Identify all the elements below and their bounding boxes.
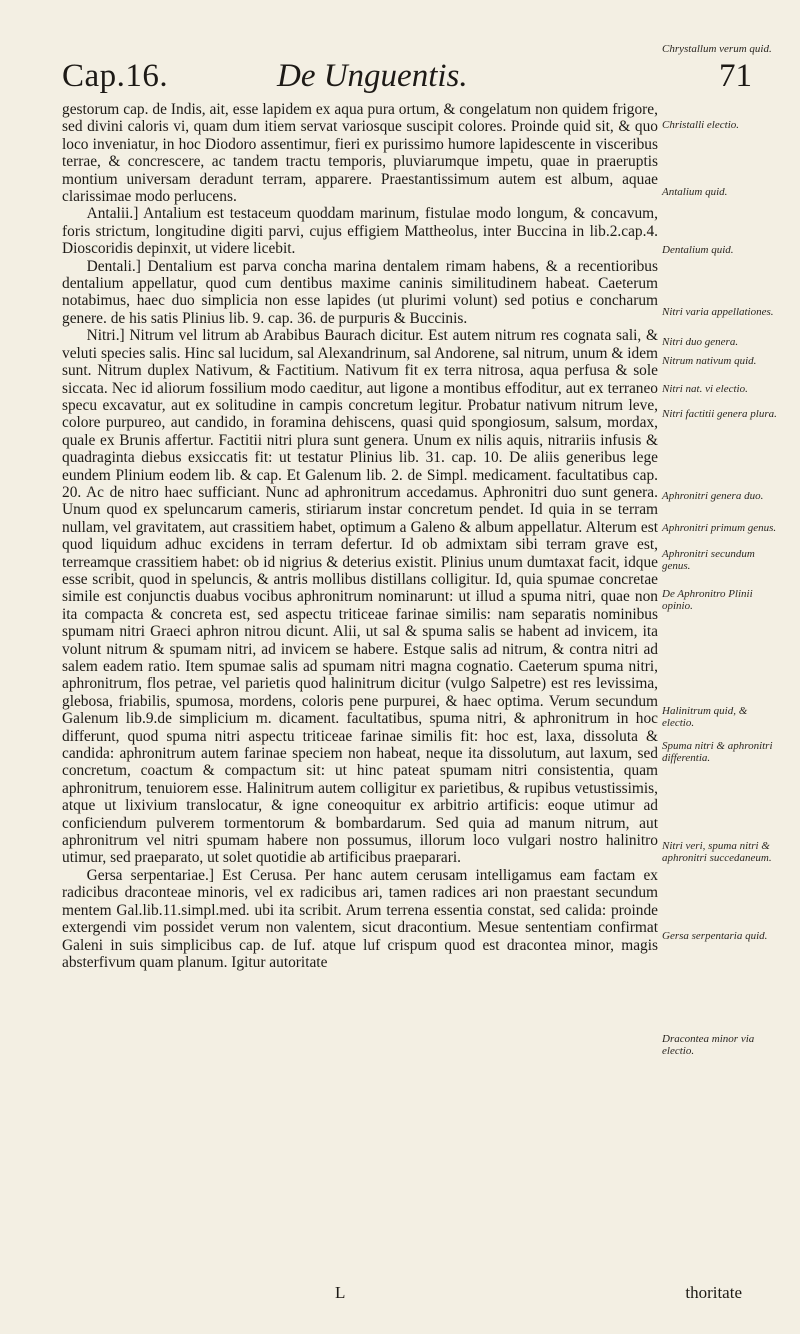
margin-note: Gersa serpentaria quid. — [662, 930, 768, 942]
margin-note: Nitri veri, spuma nitri & aphronitri succedaneum. — [662, 840, 772, 864]
paragraph-gersa: Gersa serpentariae.] Est Cerusa. Per hanc autem cerusam intelligamus eam factam ex radicibus draconteae minoris, vel ex radicibus ari, tamen radices ari non praestant secundum mentem Gal.lib.11.simpl.med. ubi ita scribit. Arum terrena essentia constat, sed calida: proinde extergendi vim possidet verum non valentem, sicut dracontium. Mesue sententiam confirmat Galeni in suis simplicibus cap. de Iuf. atque luf crispum quod est dracontea minor, magis absterfivum quam planum. Igitur autoritate — [62, 866, 658, 971]
margin-note: Nitri nat. vi electio. — [662, 383, 748, 395]
chapter-label: Cap.16. — [62, 58, 169, 94]
margin-note: Antalium quid. — [662, 186, 728, 198]
margin-note: Nitri varia appellationes. — [662, 306, 774, 318]
main-text-column — [62, 101, 658, 971]
margin-note: De Aphronitro Plinii opinio. — [662, 588, 753, 612]
paragraph-nitrum: Nitri.] Nitrum vel litrum ab Arabibus Baurach dicitur. Est autem nitrum res cognata sali, & veluti species salis. Hinc sal lucidum, sal Alexandrinum, sal Andorene, sal nitrum, unum & idem sunt. Nitrum duplex Nativum, & Factitium. Nativum fit ex terra nitrosa, aqua perfusa & sole siccata. Nec id aliorum fossilium modo caeditur, aut ligone a montibus effoditur, aut ex terraneo specu excavatur, aut ex solitudine in campis concretum legitur. Probatur nativum nitrum leve, colore purpureo, aut candido, in foramina dehiscens, quasi quid spongiosum, salsum, mordax, quale ex Brunis affertur. Factitii nitri plura sunt genera. Unum ex nilis aquis, nitrariis infusis & quadraginta diebus exsiccatis fit: ut testatur Plinius lib. 31. cap. 10. De aliis generibus lege eundem Plinium eodem lib. & cap. Et Galenum lib. 2. de Simpl. medicament. facultatibus cap. 20. Ac de nitro haec sufficiant. Nunc ad aphronitrum accedamus. Aphronitri duo sunt genera. Unum quod ex speluncarum cameris, stiriarum instar concretum pendet. Id quia in se terram nullam, vel gravitatem, aut crassitiem habet, optimum a Galeno & album appellatur. Alterum est quod liquidum adhuc excidens in terram defertur. Id ob admixtam sibi terram grave est, terreamque crassitiem habet: ob id nigrius & deterius existit. Plinius unum dumtaxat facit, idque esse scribit, quod in speluncis, & antris mollibus distillans colligitur. Id, quia spumae concretae simile est conjunctis duabus vocibus aphronitrum nominarunt: ut illud a spuma nitri, quae non ita compacta & concreta est, sed aspectu triticeae farinae similis: nam separatis nominibus spumam nitri Graeci aphron nitrou dicunt. Alii, ut sal & spuma salis se habent ad invicem, ita volunt nitrum & spumam nitri, ad invicem se habere. Estque salis ad nitrum, & contra nitri ad salem eadem ratio. Item spumae salis ad spumam nitri magna cognatio. Caeterum spuma nitri, aphronitrum, flos petrae, vel parietis quod halinitrum dicitur (vulgo Salpetre) est res levissima, glebosa, friabilis, spumosa, mordens, coloris pene purpurei, & haec optima. Verum secundum Galenum lib.9.de simplicium m. dicament. facultatibus, spuma nitri, & aphronitrum in hoc differunt, quod spuma nitri aspectu triticeae farinae similis fit: hoc est, laxa, dissoluta & candida: aphronitrum autem farinae speciem non habeat, neque ita dissolutum, aut laxum, sed concretum, coactum & compactum sit: ut hinc pateat spumam nitri consistentia, quam aphronitrum, tenuiorem esse. Halinitrum autem colligitur ex parietibus, & rupibus vetustissimis, atque ut lixivium translocatur, & igne coneoquitur ex arbitrio artificis: eoque utimur ad conficiendum pulverem tormentorum & bombardarum. Sed quia ad manum nitrum, aut aphronitrum vel nitri spumam habere non possumus, illorum loco vulgari nostro halinitro utimur, sed praeparato, ut solet quotidie ab artificibus praeparari. — [62, 327, 658, 867]
signature-mark: L — [335, 1283, 346, 1302]
margin-note: Spuma nitri & aphronitri differentia. — [662, 740, 773, 764]
running-title: De Unguentis. — [277, 58, 468, 94]
margin-note: Aphronitri primum genus. — [662, 522, 777, 534]
margin-note: Christalli electio. — [662, 119, 739, 131]
margin-note: Nitri factitii genera plura. — [662, 408, 777, 420]
margin-note: Dentalium quid. — [662, 244, 734, 256]
page-footer — [62, 1283, 762, 1303]
margin-note: Aphronitri secundum genus. — [662, 548, 755, 572]
catchword: thoritate — [685, 1283, 742, 1302]
margin-note: Aphronitri genera duo. — [662, 490, 764, 502]
margin-note: Dracontea minor via electio. — [662, 1033, 755, 1057]
margin-note: Halinitrum quid, & electio. — [662, 705, 748, 729]
margin-note: Chrystallum verum quid. — [662, 43, 772, 55]
margin-note: Nitrum nativum quid. — [662, 355, 757, 367]
paragraph-dentalium: Dentali.] Dentalium est parva concha marina dentalem rimam habens, & a recentioribus dentalium appellatur, quod cum dentibus maxime caninis similitudinem habeat. Caeterum notabimus, haec duo simplicia non esse lapides (ut plurimi volunt) sed potius e concharum genere. de his satis Plinius lib. 9. cap. 36. de purpuris & Buccinis. — [62, 257, 658, 327]
page-number: 71 — [719, 58, 752, 94]
page-header — [62, 58, 762, 102]
paragraph-antalium: Antalii.] Antalium est testaceum quoddam marinum, fistulae modo longum, & concavum, foris strictum, longitudine digiti parvi, cujus effigiem Mattheolus, inter Buccina in lib.2.cap.4. Dioscoridis depinxit, ut videre licebit. — [62, 205, 658, 258]
margin-note: Nitri duo genera. — [662, 336, 739, 348]
paragraph-gestorum: gestorum cap. de Indis, ait, esse lapidem ex aqua pura ortum, & congelatum non quidem frigore, sed divini caloris vi, quam dum itiem servat variosque suscipit colores. Proinde quid sit, & quo loco inveniatur, in hoc Diodoro assentimur, fieri ex purissimo humore lapidescente in visceribus terrae, & concrescere, ac tandem tractu temporis, pluviarumque impetu, quae in praeruptis montium universam deradunt terram, apparere. Praestantissimum autem est album, aquae clarissimae modo perlucens. — [62, 101, 658, 206]
